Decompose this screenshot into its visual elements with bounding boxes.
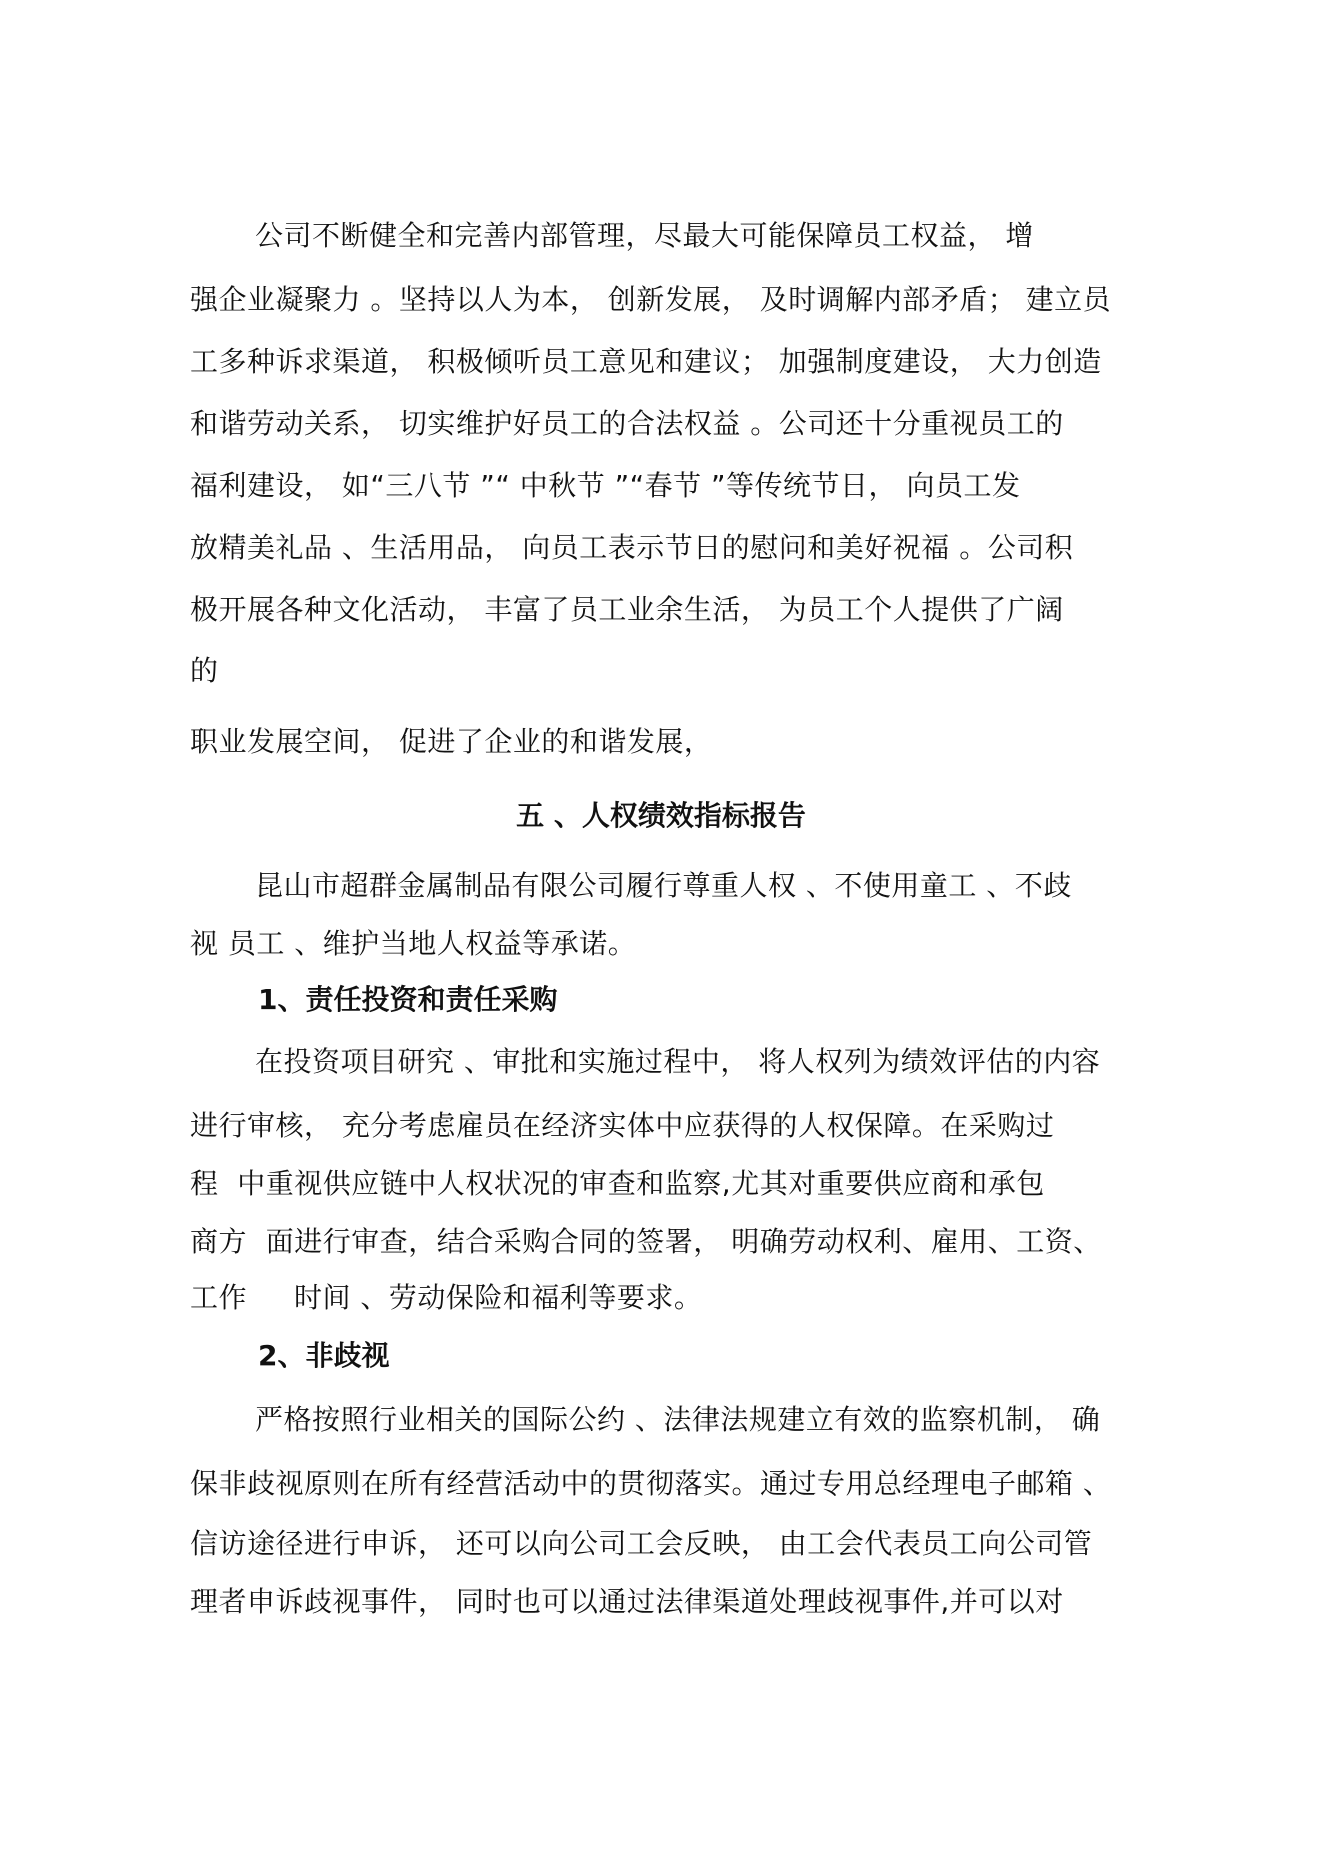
- section-heading: 五 、人权绩效指标报告: [516, 799, 806, 832]
- paragraph-line: 福利建设， 如“三八节 ”“ 中秋节 ”“春节 ”等传统节日， 向员工发: [190, 469, 1021, 502]
- paragraph-line: 强企业凝聚力 。坚持以人为本， 创新发展， 及时调解内部矛盾； 建立员: [190, 283, 1112, 316]
- paragraph-line: 的: [190, 654, 219, 687]
- paragraph-line: 和谐劳动关系， 切实维护好员工的合法权益 。公司还十分重视员工的: [190, 407, 1064, 440]
- paragraph-line: 职业发展空间， 促进了企业的和谐发展，: [190, 725, 713, 758]
- paragraph-line: 在投资项目研究 、审批和实施过程中， 将人权列为绩效评估的内容: [255, 1045, 1101, 1078]
- paragraph-line: 保非歧视原则在所有经营活动中的贯彻落实。通过专用总经理电子邮箱 、: [190, 1467, 1112, 1500]
- paragraph-line: 信访途径进行申诉， 还可以向公司工会反映， 由工会代表员工向公司管: [190, 1527, 1093, 1560]
- paragraph-line: 程 中重视供应链中人权状况的审查和监察,尤其对重要供应商和承包: [190, 1167, 1045, 1200]
- paragraph-line: 视 员工 、维护当地人权益等承诺。: [190, 927, 637, 960]
- paragraph-line: 放精美礼品 、生活用品， 向员工表示节日的慰问和美好祝福 。公司积: [190, 531, 1074, 564]
- paragraph-line: 极开展各种文化活动， 丰富了员工业余生活， 为员工个人提供了广阔: [190, 593, 1064, 626]
- paragraph-line: 工多种诉求渠道， 积极倾听员工意见和建议； 加强制度建设， 大力创造: [190, 345, 1102, 378]
- paragraph-line: 公司不断健全和完善内部管理，尽最大可能保障员工权益， 增: [255, 219, 1034, 252]
- paragraph-line: 工作 时间 、劳动保险和福利等要求。: [190, 1281, 703, 1314]
- subsection-heading: 1、责任投资和责任采购: [258, 983, 558, 1016]
- paragraph-line: 进行审核， 充分考虑雇员在经济实体中应获得的人权保障。在采购过: [190, 1109, 1055, 1142]
- paragraph-line: 严格按照行业相关的国际公约 、法律法规建立有效的监察机制， 确: [255, 1403, 1101, 1436]
- paragraph-line: 昆山市超群金属制品有限公司履行尊重人权 、不使用童工 、不歧: [255, 869, 1072, 902]
- paragraph-line: 理者申诉歧视事件， 同时也可以通过法律渠道处理歧视事件,并可以对: [190, 1585, 1064, 1618]
- subsection-heading: 2、非歧视: [258, 1339, 390, 1372]
- paragraph-line: 商方 面进行审查，结合采购合同的签署， 明确劳动权利、雇用、工资、: [190, 1225, 1102, 1258]
